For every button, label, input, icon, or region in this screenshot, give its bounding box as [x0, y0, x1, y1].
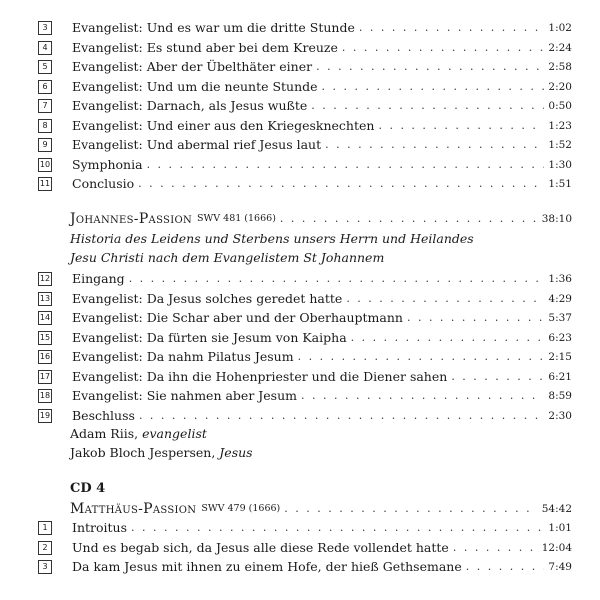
track-number-box: 9: [38, 138, 52, 152]
track-duration: 2:15: [548, 351, 572, 363]
track-row: [38, 78, 572, 96]
leader-dots: [301, 387, 544, 405]
track-row: [38, 175, 572, 193]
leader-dots: [139, 407, 544, 425]
track-number-box: 4: [38, 41, 52, 55]
disc-label: CD 4: [70, 481, 106, 496]
track-row: [38, 39, 572, 57]
track-row: [38, 19, 572, 37]
leader-dots: [138, 175, 544, 193]
leader-dots: [407, 309, 544, 327]
leader-dots: [451, 368, 544, 386]
performer-role: evangelist: [142, 426, 207, 441]
track-duration: 5:37: [548, 312, 572, 324]
track-title: Evangelist: Und einer aus den Kriegesknechten: [72, 117, 375, 133]
track-row: [38, 329, 572, 347]
track-title: Da kam Jesus mit ihnen zu einem Hofe, der hieß Gethsemane: [72, 559, 462, 574]
track-duration: 1:52: [548, 139, 572, 151]
performer-credit-2: [70, 444, 570, 462]
track-number-box: 12: [38, 272, 52, 286]
performer-role: Jesus: [219, 445, 253, 460]
track-title: Evangelist: Darnach, als Jesus wußte: [72, 98, 308, 113]
track-number-box: 13: [38, 292, 52, 306]
leader-dots: [129, 270, 545, 288]
track-row: [38, 58, 572, 76]
track-number-box: 15: [38, 331, 52, 345]
track-number-box: 6: [38, 80, 52, 94]
leader-dots: [325, 136, 544, 154]
track-row: [38, 97, 572, 115]
work-heading-matthaus: [70, 500, 572, 518]
track-row: [38, 290, 572, 308]
track-number-box: 17: [38, 370, 52, 384]
track-duration: 2:58: [548, 61, 572, 73]
track-duration: 2:20: [548, 80, 572, 93]
work-subtitle-line-2: Jesu Christi nach dem Evangelistem St Johannem: [70, 250, 385, 265]
track-title: Evangelist: Da nahm Pilatus Jesum: [72, 349, 294, 364]
track-number-box: 3: [38, 560, 52, 574]
track-number-box: 14: [38, 311, 52, 325]
leader-dots: [311, 97, 544, 115]
track-duration: 4:29: [548, 292, 572, 305]
track-duration: 6:21: [548, 370, 572, 383]
track-title: Evangelist: Und abermal rief Jesus laut: [72, 137, 322, 152]
performer-credit-1: [70, 425, 570, 443]
track-number-box: 5: [38, 60, 52, 74]
track-duration: 8:59: [548, 390, 572, 402]
leader-dots: [359, 19, 545, 37]
work-catalog: SWV 479 (1666): [201, 503, 281, 514]
track-number-box: 10: [38, 158, 52, 172]
track-duration: 1:36: [548, 273, 572, 285]
track-row: [38, 117, 572, 135]
track-duration: 7:49: [548, 561, 572, 573]
performer-name: Adam Riis,: [70, 426, 139, 441]
leader-dots: [298, 348, 545, 366]
track-row: [38, 519, 572, 537]
track-title: Evangelist: Da fürten sie Jesum von Kaipha: [72, 329, 347, 345]
leader-dots: [284, 500, 537, 518]
track-title: Beschluss: [72, 407, 135, 423]
track-number-box: 2: [38, 541, 52, 555]
leader-dots: [378, 117, 544, 135]
leader-dots: [453, 539, 538, 557]
work-title: Johannes-Passion: [70, 211, 192, 227]
track-title: Evangelist: Und es war um die dritte Stunde: [72, 20, 355, 35]
track-duration: 12:04: [541, 541, 572, 554]
track-number-box: 1: [38, 521, 52, 535]
track-number-box: 19: [38, 409, 52, 423]
track-title: Symphonia: [72, 156, 143, 172]
leader-dots: [351, 329, 545, 347]
track-duration: 1:30: [548, 158, 572, 171]
track-duration: 1:02: [548, 22, 572, 34]
leader-dots: [346, 290, 544, 308]
work-duration: 54:42: [541, 503, 572, 515]
work-heading-johannes: [70, 210, 572, 228]
leader-dots: [322, 78, 545, 96]
leader-dots: [466, 558, 545, 576]
track-title: Evangelist: Aber der Übelthäter einer: [72, 59, 313, 74]
track-title: Conclusio: [72, 176, 135, 191]
track-row: [38, 387, 572, 405]
track-number-box: 11: [38, 177, 52, 191]
track-duration: 2:30: [548, 409, 572, 422]
track-row: [38, 348, 572, 366]
track-row: [38, 407, 572, 425]
performer-name: Jakob Bloch Jespersen,: [70, 445, 216, 460]
leader-dots: [316, 58, 544, 76]
track-title: Introitus: [72, 520, 127, 535]
leader-dots: [147, 156, 545, 174]
track-row: [38, 136, 572, 154]
track-row: [38, 558, 572, 576]
track-title: Eingang: [72, 271, 125, 286]
track-duration: 1:51: [548, 178, 572, 190]
track-duration: 1:23: [548, 119, 572, 132]
track-number-box: 16: [38, 350, 52, 364]
track-title: Evangelist: Da Jesus solches geredet hatte: [72, 290, 343, 306]
track-title: Und es begab sich, da Jesus alle diese Rede vollendet hatte: [72, 539, 449, 555]
track-row: [38, 539, 572, 557]
track-duration: 2:24: [548, 41, 572, 54]
leader-dots: [131, 519, 544, 537]
track-title: Evangelist: Es stund aber bei dem Kreuze: [72, 39, 338, 55]
track-title: Evangelist: Sie nahmen aber Jesum: [72, 388, 297, 403]
track-title: Evangelist: Und um die neunte Stunde: [72, 78, 318, 94]
leader-dots: [342, 39, 545, 57]
track-duration: 6:23: [548, 331, 572, 344]
track-row: [38, 309, 572, 327]
track-row: [38, 156, 572, 174]
work-duration: 38:10: [541, 213, 572, 225]
work-catalog: SWV 481 (1666): [197, 213, 276, 224]
track-duration: 0:50: [548, 100, 572, 112]
track-duration: 1:01: [548, 522, 572, 534]
work-subtitle-line-1: Historia des Leidens und Sterbens unsers Herrn und Heilandes: [70, 231, 474, 246]
work-title: Matthäus-Passion: [70, 501, 197, 517]
track-number-box: 18: [38, 389, 52, 403]
track-title: Evangelist: Da ihn die Hohenpriester und die Diener sahen: [72, 368, 448, 384]
track-number-box: 8: [38, 119, 52, 133]
track-number-box: 7: [38, 99, 52, 113]
leader-dots: [280, 210, 538, 228]
track-row: [38, 368, 572, 386]
track-number-box: 3: [38, 21, 52, 35]
track-row: [38, 270, 572, 288]
track-title: Evangelist: Die Schar aber und der Oberhauptmann: [72, 310, 403, 325]
